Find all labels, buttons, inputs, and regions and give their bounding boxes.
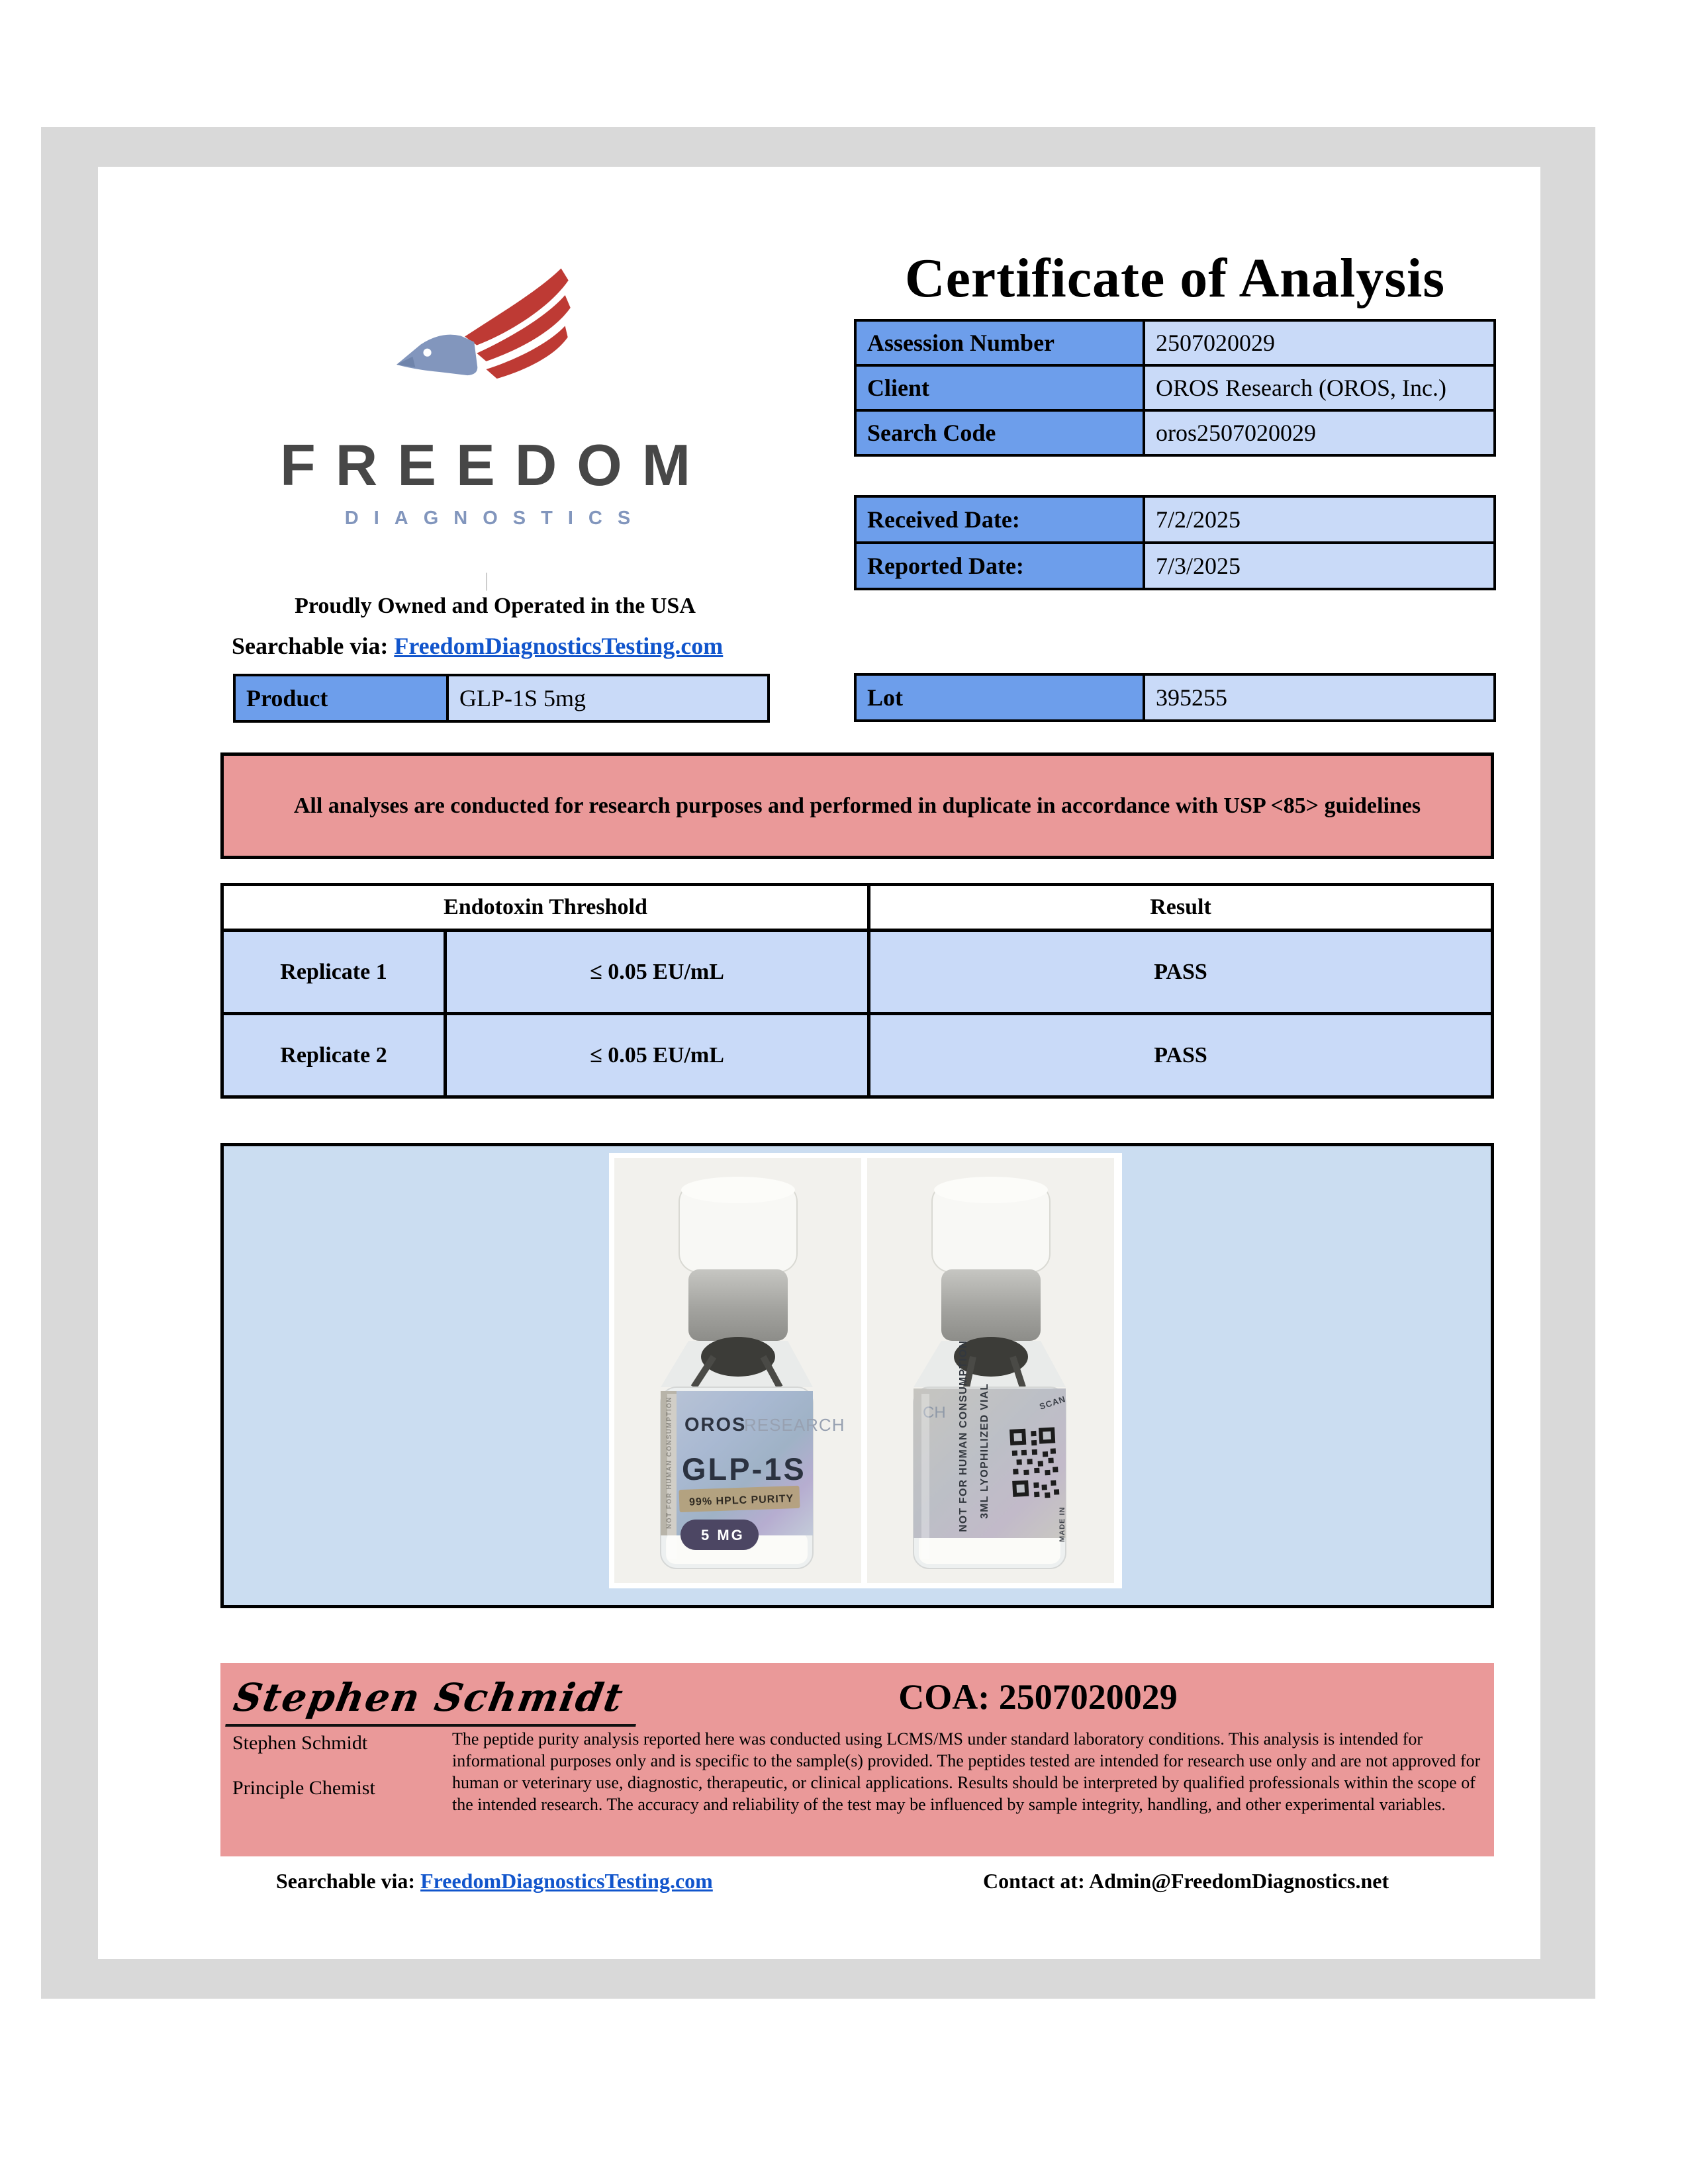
research-notice-banner xyxy=(220,752,1494,859)
logo-wordmark: FREEDOM xyxy=(280,432,710,498)
info-value: oros2507020029 xyxy=(1145,412,1493,454)
disclaimer-text: The peptide purity analysis reported here was conducted using LCMS/MS under standard laboratory conditions. This analysis is intended for informational purposes only and is specific to the sample(s) provided. The peptides tested are intended for research use only and are not approved for human or veterinary use, diagnostic, therapeutic, or clinical applications. Results should be interpreted by qualified professionals within the scope of the intended research. The accuracy and reliability of the test may be influenced by sample integrity, handling, and other experimental variables. xyxy=(452,1729,1481,1814)
info-label: Search Code xyxy=(857,412,1143,454)
date-label: Reported Date: xyxy=(857,544,1143,588)
date-value: 7/3/2025 xyxy=(1145,544,1493,588)
page-title: Certificate of Analysis xyxy=(904,248,1446,309)
product-table xyxy=(233,674,770,723)
signature-script: Stephen Schmidt xyxy=(225,1675,644,1727)
vial-photo xyxy=(609,1153,1122,1588)
dates-table xyxy=(854,495,1496,590)
searchable-line xyxy=(232,632,723,660)
info-table xyxy=(854,319,1496,457)
svg-text:NOT FOR HUMAN CONSUMPTION: NOT FOR HUMAN CONSUMPTION xyxy=(958,1340,969,1532)
endotoxin-table xyxy=(220,883,1494,1099)
replicate-name: Replicate 2 xyxy=(224,1015,444,1095)
svg-text:3ML LYOPHILIZED VIAL: 3ML LYOPHILIZED VIAL xyxy=(979,1383,990,1519)
lot-table xyxy=(854,673,1496,722)
svg-text:NOT FOR HUMAN CONSUMPTION: NOT FOR HUMAN CONSUMPTION xyxy=(666,1396,673,1529)
footer-searchable-label: Searchable via: xyxy=(276,1869,416,1893)
info-label: Client xyxy=(857,367,1143,409)
replicate-threshold: ≤ 0.05 EU/mL xyxy=(447,1015,867,1095)
info-value: 2507020029 xyxy=(1145,322,1493,364)
footer-searchable-line xyxy=(276,1869,713,1893)
sample-photo-box xyxy=(220,1143,1494,1608)
chemist-role: Principle Chemist xyxy=(232,1777,375,1799)
freedom-eagle-logo-icon xyxy=(393,266,588,408)
replicate-result: PASS xyxy=(870,1015,1491,1095)
searchable-link[interactable]: FreedomDiagnosticsTesting.com xyxy=(394,633,724,659)
svg-text:5 MG: 5 MG xyxy=(701,1527,745,1543)
replicate-name: Replicate 1 xyxy=(224,932,444,1012)
svg-text:RESEARCH: RESEARCH xyxy=(744,1415,845,1435)
logo-subtitle: DIAGNOSTICS xyxy=(344,508,646,529)
footer-contact: Contact at: Admin@FreedomDiagnostics.net xyxy=(983,1869,1389,1893)
endotoxin-header-result: Result xyxy=(870,886,1491,929)
date-label: Received Date: xyxy=(857,498,1143,541)
vial-back-photo xyxy=(867,1158,1114,1583)
coa-number: COA: 2507020029 xyxy=(898,1677,1178,1717)
signature-block xyxy=(220,1663,1494,1856)
svg-text:SCAN: SCAN xyxy=(1038,1393,1067,1412)
searchable-label: Searchable via: xyxy=(232,633,389,659)
logo-tagline: Proudly Owned and Operated in the USA xyxy=(295,594,696,618)
info-label: Assession Number xyxy=(857,322,1143,364)
info-value: OROS Research (OROS, Inc.) xyxy=(1145,367,1493,409)
lot-value: 395255 xyxy=(1145,676,1493,719)
product-value: GLP-1S 5mg xyxy=(449,676,767,720)
lot-label: Lot xyxy=(857,676,1143,719)
certificate-page xyxy=(98,167,1540,1959)
research-notice-text: All analyses are conducted for research purposes and performed in duplicate in accordance with USP <85> guidelines xyxy=(293,793,1421,818)
svg-text:OROS: OROS xyxy=(684,1414,747,1435)
svg-text:GLP-1S: GLP-1S xyxy=(682,1451,806,1486)
svg-text:MADE IN: MADE IN xyxy=(1058,1506,1066,1542)
chemist-name: Stephen Schmidt xyxy=(232,1732,368,1754)
replicate-threshold: ≤ 0.05 EU/mL xyxy=(447,932,867,1012)
svg-text:99% HPLC PURITY: 99% HPLC PURITY xyxy=(688,1493,794,1508)
endotoxin-header-threshold: Endotoxin Threshold xyxy=(224,886,867,929)
vial-front-photo xyxy=(614,1158,861,1583)
product-label: Product xyxy=(236,676,446,720)
date-value: 7/2/2025 xyxy=(1145,498,1493,541)
divider-mark: | xyxy=(485,569,489,591)
svg-text:CH: CH xyxy=(923,1404,946,1422)
footer-searchable-link[interactable]: FreedomDiagnosticsTesting.com xyxy=(420,1869,713,1893)
replicate-result: PASS xyxy=(870,932,1491,1012)
